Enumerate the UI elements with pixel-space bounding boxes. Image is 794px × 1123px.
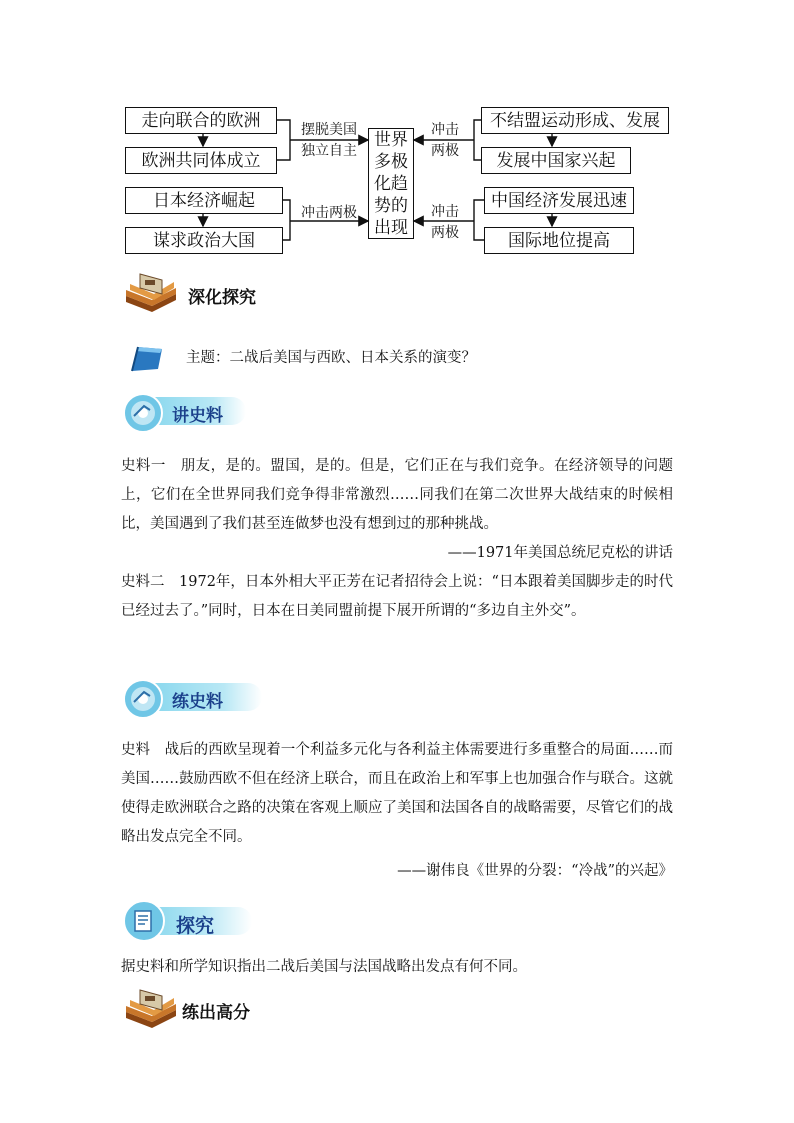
label-line: 摆脱美国 <box>301 122 357 138</box>
label-line: 冲击 <box>431 204 459 220</box>
label-impact-bipolar-left: 冲击两极 <box>301 205 357 221</box>
disc-icon <box>122 392 164 434</box>
source-one-attribution: ——1971年美国总统尼克松的讲话 <box>447 545 673 561</box>
source-three-attribution: ——谢伟良《世界的分裂：“冷战”的兴起》 <box>397 863 673 879</box>
box-ec-founded: 欧洲共同体成立 <box>125 147 277 174</box>
label-escape-us <box>294 121 364 160</box>
center-line: 化趋 <box>374 174 408 194</box>
center-line: 世界 <box>374 130 408 150</box>
box-developing-rise: 发展中国家兴起 <box>481 147 631 174</box>
center-line: 势的 <box>374 196 408 216</box>
document-icon <box>122 899 166 943</box>
banner-text-lian: 练史料 <box>172 692 223 712</box>
question-text: 据史料和所学知识指出二战后美国与法国战略出发点有何不同。 <box>121 959 527 975</box>
label-impact-bipolar-r1 <box>420 121 470 160</box>
box-china-economy: 中国经济发展迅速 <box>484 187 634 214</box>
source-three: 史料 战后的西欧呈现着一个利益多元化与各利益主体需要进行多重整合的局面……而美国……鼓励西欧不但在经济上联合，而且在政治上和军事上也加强合作与联合。这就使得走欧洲联合之路的决策在客观上顺应了美国和法国各自的战略需要，尽管它们的战略出发点完全不同。 <box>121 742 673 845</box>
box-intl-status: 国际地位提高 <box>484 227 634 254</box>
box-japan-political: 谋求政治大国 <box>125 227 283 254</box>
banner-text-jiang: 讲史料 <box>172 406 223 426</box>
center-line: 出现 <box>374 218 408 238</box>
banner-text-tanjiu: 探究 <box>176 915 215 937</box>
flag-icon <box>130 345 166 373</box>
books-icon <box>122 988 178 1028</box>
section-title-gaofen: 练出高分 <box>182 1003 250 1023</box>
box-non-aligned: 不结盟运动形成、发展 <box>481 107 669 134</box>
label-line: 冲击 <box>431 122 459 138</box>
source-two: 史料二 1972年，日本外相大平正芳在记者招待会上说：“日本跟着美国脚步走的时代已经过去了。”同时，日本在日美同盟前提下展开所谓的“多边自主外交”。 <box>121 574 673 619</box>
center-multipolar <box>368 128 414 239</box>
center-line: 多极 <box>374 152 408 172</box>
box-japan-rise: 日本经济崛起 <box>125 187 283 214</box>
label-line: 两极 <box>431 225 459 241</box>
disc-icon <box>122 678 164 720</box>
topic-text: 主题：二战后美国与西欧、日本关系的演变？ <box>186 350 476 366</box>
source-one: 史料一 朋友，是的。盟国，是的。但是，它们正在与我们竞争。在经济领导的问题上，它们在全世界同我们竞争得非常激烈……同我们在第二次世界大战结束的时候相比，美国遇到了我们甚至连做梦也没有想到过的那种挑战。 <box>121 458 673 532</box>
books-icon <box>122 272 178 312</box>
section-title-deepen: 深化探究 <box>188 288 256 308</box>
box-europe-union: 走向联合的欧洲 <box>125 107 277 134</box>
label-impact-bipolar-r2 <box>420 203 470 242</box>
label-line: 两极 <box>431 143 459 159</box>
label-line: 独立自主 <box>301 143 357 159</box>
